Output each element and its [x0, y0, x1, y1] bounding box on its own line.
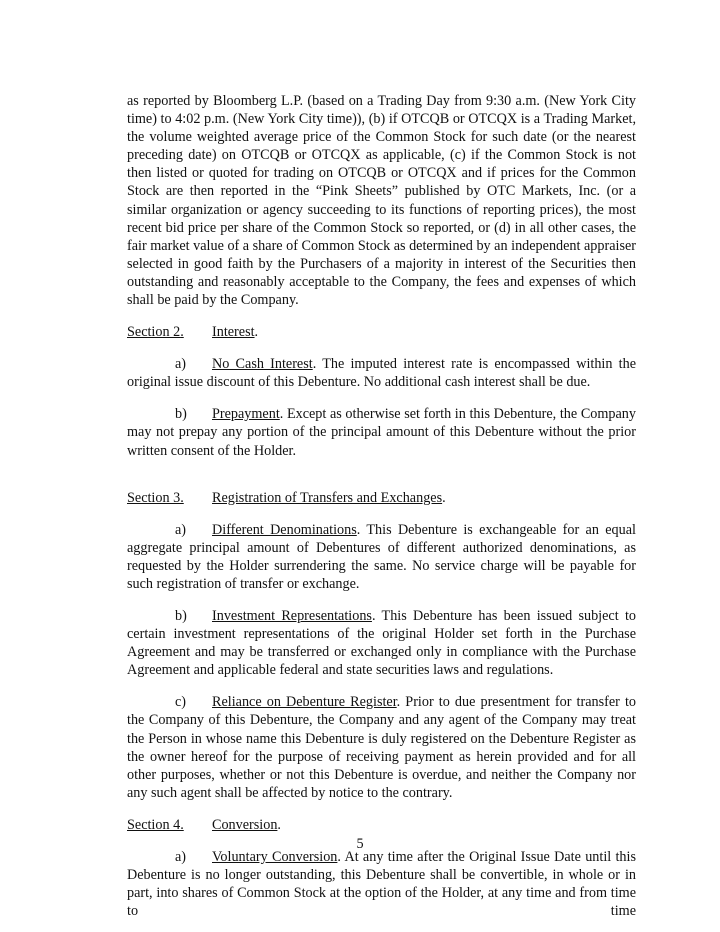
clause-3b	[127, 607, 636, 679]
section-3-heading	[127, 489, 636, 507]
clause-2a	[127, 355, 636, 391]
clause-label: b)	[175, 607, 187, 624]
section-2-heading	[127, 323, 636, 341]
section-title: Registration of Transfers and Exchanges.	[212, 489, 446, 506]
clause-heading: Prepayment	[212, 406, 280, 423]
clause-heading: No Cash Interest	[212, 356, 313, 373]
clause-label: b)	[175, 406, 187, 423]
intro-paragraph: as reported by Bloomberg L.P. (based on a Trading Day from 9:30 a.m. (New York City time) to 4:02 p.m. (New York City time)), (b) if OTCQB or OTCQX is a Trading Market, the volume weighted average price of the Common Stock for such date (or the nearest preceding date) on OTCQB or OTCQX as applicable, (c) if the Common Stock is not then listed or quoted for trading on OTCQB or OTCQX and if prices for the Common Stock are then reported in the “Pink Sheets” published by OTC Markets, Inc. (or a similar organization or agency succeeding to its functions of reporting prices), the most recent bid price per share of the Common Stock so reported, or (d) in all other cases, the fair market value of a share of Common Stock as determined by an independent appraiser selected in good faith by the Purchasers of a majority in interest of the Securities then outstanding and reasonably acceptable to the Company, the fees and expenses of which shall be paid by the Company.	[127, 93, 636, 309]
clause-label: c)	[175, 694, 187, 711]
clause-heading: Investment Representations	[212, 607, 372, 624]
clause-text: . Prior to due presentment for transfer to the Company of this Debenture, the Company and any agent of the Company may treat the Person in whose name this Debenture is duly registered on the Debenture Register as the owner hereof for the purpose of receiving payment as herein provided and for all other purposes, whether or not this Debenture is overdue, and neither the Company nor any such agent shall be affected by notice to the contrary.	[127, 694, 636, 801]
clause-label: a)	[175, 356, 187, 373]
clause-heading: Voluntary Conversion	[212, 848, 338, 865]
clause-text: . The imputed interest rate is encompassed within the original issue discount of this Debenture. No additional cash interest shall be due.	[127, 356, 637, 391]
clause-3a	[127, 521, 636, 593]
clause-text: . At any time after the Original Issue Date until this Debenture is no longer outstanding, this Debenture shall be convertible, in whole or in part, into shares of Common Stock at the option of the Holder, at any time and from time to time	[127, 848, 636, 920]
section-title: Interest.	[212, 324, 259, 341]
clause-text: . This Debenture is exchangeable for an equal aggregate principal amount of Debentures of different authorized denominations, as requested by the Holder surrendering the same. No service charge will be payable for such registration of transfer or exchange.	[127, 521, 636, 592]
section-number: Section 3.	[127, 489, 184, 506]
clause-3c	[127, 693, 636, 802]
document-page	[127, 92, 636, 920]
clause-heading: Different Denominations	[212, 521, 357, 538]
section-number: Section 4.	[127, 816, 184, 833]
clause-text: . This Debenture has been issued subject to certain investment representations of the original Holder set forth in the Purchase Agreement and may be transferred or exchanged only in compliance with the Purchase Agreement and applicable federal and state securities laws and regulations.	[127, 607, 636, 679]
clause-label: a)	[175, 521, 187, 538]
section-number: Section 2.	[127, 324, 184, 341]
page-number: 5	[356, 836, 364, 852]
clause-4a	[127, 848, 636, 920]
clause-text: . Except as otherwise set forth in this Debenture, the Company may not prepay any portion of the principal amount of this Debenture without the prior written consent of the Holder.	[127, 406, 636, 459]
clause-heading: Reliance on Debenture Register	[212, 694, 397, 711]
clause-label: a)	[175, 848, 187, 865]
section-title: Conversion.	[212, 816, 281, 833]
section-4-heading	[127, 816, 636, 834]
clause-2b	[127, 405, 636, 459]
